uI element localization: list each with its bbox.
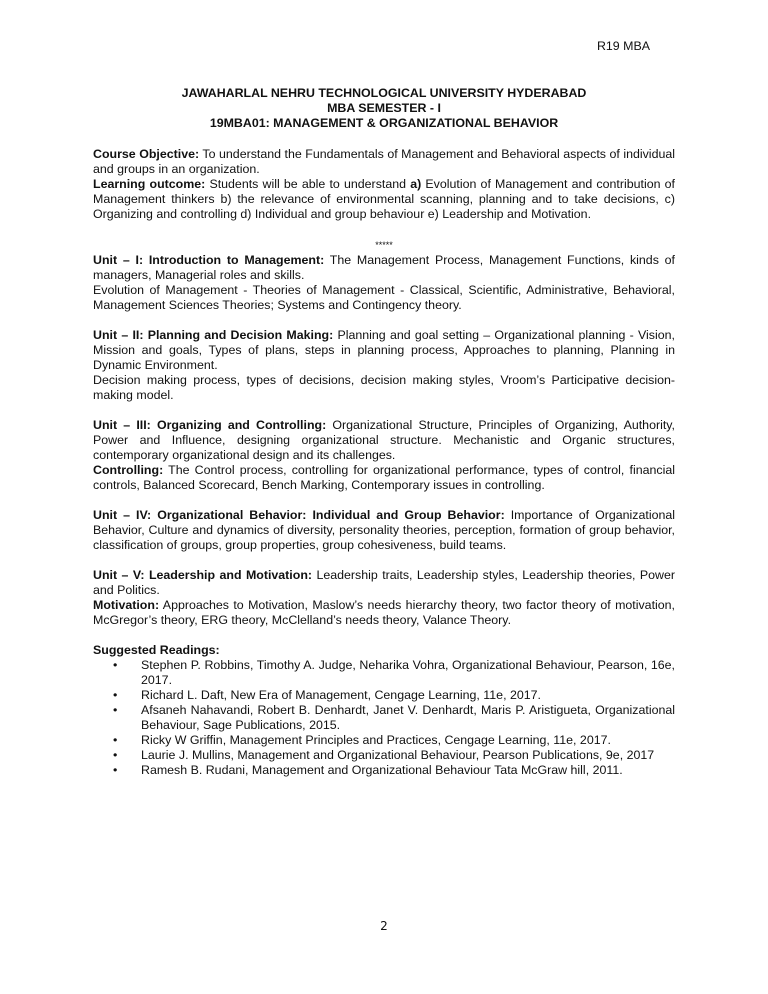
- unit-3-description: [93, 418, 675, 463]
- unit-1: [93, 253, 675, 313]
- reading-item: [93, 703, 675, 733]
- unit-4-description: [93, 508, 675, 553]
- unit-5-title: Unit – V: Leadership and Motivation:: [93, 568, 313, 582]
- unit-3-title: Unit – III: Organizing and Controlling:: [93, 418, 327, 432]
- reading-text: Richard L. Daft, New Era of Management, Cengage Learning, 11e, 2017.: [141, 688, 541, 702]
- unit-2-text: Planning and goal setting – Organizational planning - Vision, Mission and goals, Types of plans, steps in planning process, Approaches to planning, Planning in Dynamic Environment.: [93, 328, 675, 372]
- motivation-text: Approaches to Motivation, Maslow’s needs hierarchy theory, two factor theory of motivation, McGregor’s theory, ERG theory, McClelland’s needs theory, Valance Theory.: [93, 598, 675, 627]
- reading-item: [93, 733, 675, 748]
- reading-text: Laurie J. Mullins, Management and Organizational Behaviour, Pearson Publications, 9e, 2017: [141, 748, 655, 762]
- unit-4-text: Importance of Organizational Behavior, Culture and dynamics of diversity, personality theories, perception, formation of group behavior, classification of groups, group properties, group cohesiveness, build teams.: [93, 508, 675, 552]
- bullet-icon: •: [113, 763, 118, 777]
- bullet-icon: •: [113, 733, 118, 747]
- learning-outcome-text-cont: Evolution of Management and contribution of Management thinkers b) the relevance of environmental scanning, planning and to take decisions, c) Organizing and controlling d) Individual and group behaviour e) Leadership and Motivation.: [93, 177, 675, 221]
- unit-5-motivation: [93, 598, 675, 628]
- reading-text: Afsaneh Nahavandi, Robert B. Denhardt, Janet V. Denhardt, Maris P. Aristigueta, Organizational Behaviour, Sage Publications, 2015.: [141, 703, 675, 732]
- reading-item: [93, 748, 675, 763]
- unit-1-title: Unit – I: Introduction to Management:: [93, 253, 325, 267]
- readings-list: [93, 658, 675, 778]
- controlling-text: The Control process, controlling for organizational performance, types of control, financial controls, Balanced Scorecard, Bench Marking, Contemporary issues in controlling.: [93, 463, 675, 492]
- unit-2-title: Unit – II: Planning and Decision Making:: [93, 328, 334, 342]
- learning-outcome-marker: a): [410, 177, 422, 191]
- unit-3-controlling: [93, 463, 675, 493]
- bullet-icon: •: [113, 748, 118, 762]
- reading-text: Ricky W Griffin, Management Principles and Practices, Cengage Learning, 11e, 2017.: [141, 733, 611, 747]
- unit-2-description: [93, 328, 675, 373]
- section-separator: *****: [375, 240, 393, 250]
- learning-outcome: [93, 177, 675, 222]
- reading-item: [93, 658, 675, 688]
- unit-5-description: [93, 568, 675, 598]
- unit-3-text: Organizational Structure, Principles of Organizing, Authority, Power and Influence, designing organizational structure. Mechanistic and Organic structures, contemporary organizational design and its challenges.: [93, 418, 675, 462]
- reading-item: [93, 688, 675, 703]
- page-number: 2: [380, 919, 388, 933]
- controlling-label: Controlling:: [93, 463, 164, 477]
- learning-outcome-text: Students will be able to understand: [205, 177, 411, 191]
- bullet-icon: •: [113, 658, 118, 672]
- bullet-icon: •: [113, 703, 118, 717]
- reading-text: Stephen P. Robbins, Timothy A. Judge, Neharika Vohra, Organizational Behaviour, Pearson, 16e, 2017.: [141, 658, 675, 687]
- university-name: JAWAHARLAL NEHRU TECHNOLOGICAL UNIVERSITY HYDERABAD: [181, 86, 587, 100]
- unit-4-title: Unit – IV: Organizational Behavior: Individual and Group Behavior:: [93, 508, 505, 522]
- course-objective-text: To understand the Fundamentals of Management and Behavioral aspects of individual and groups in an organization.: [93, 147, 675, 176]
- motivation-label: Motivation:: [93, 598, 160, 612]
- suggested-readings-heading: Suggested Readings:: [93, 643, 220, 657]
- unit-2-decision: Decision making process, types of decisions, decision making styles, Vroom’s Participative decision-making model.: [93, 373, 675, 402]
- title-block: [0, 86, 768, 131]
- suggested-readings: [93, 643, 675, 778]
- course-objective: [93, 147, 675, 177]
- reading-text: Ramesh B. Rudani, Management and Organizational Behaviour Tata McGraw hill, 2011.: [141, 763, 623, 777]
- unit-1-evolution: Evolution of Management - Theories of Management - Classical, Scientific, Administrative, Behavioral, Management Sciences Theories; Systems and Contingency theory.: [93, 283, 675, 312]
- course-objective-label: Course Objective:: [93, 147, 200, 161]
- bullet-icon: •: [113, 688, 118, 702]
- unit-1-description: [93, 253, 675, 283]
- learning-outcome-label: Learning outcome:: [93, 177, 206, 191]
- unit-3: [93, 418, 675, 493]
- course-title: 19MBA01: MANAGEMENT & ORGANIZATIONAL BEHAVIOR: [209, 116, 559, 130]
- unit-5-text: Leadership traits, Leadership styles, Leadership theories, Power and Politics.: [93, 568, 675, 597]
- unit-5: [93, 568, 675, 628]
- unit-1-text: The Management Process, Management Functions, kinds of managers, Managerial roles and skills.: [93, 253, 675, 282]
- unit-2: [93, 328, 675, 403]
- syllabus-content: [93, 147, 675, 778]
- semester-title: MBA SEMESTER - I: [327, 101, 441, 115]
- unit-4: [93, 508, 675, 553]
- reading-item: [93, 763, 675, 778]
- regulation-header: R19 MBA: [596, 39, 650, 53]
